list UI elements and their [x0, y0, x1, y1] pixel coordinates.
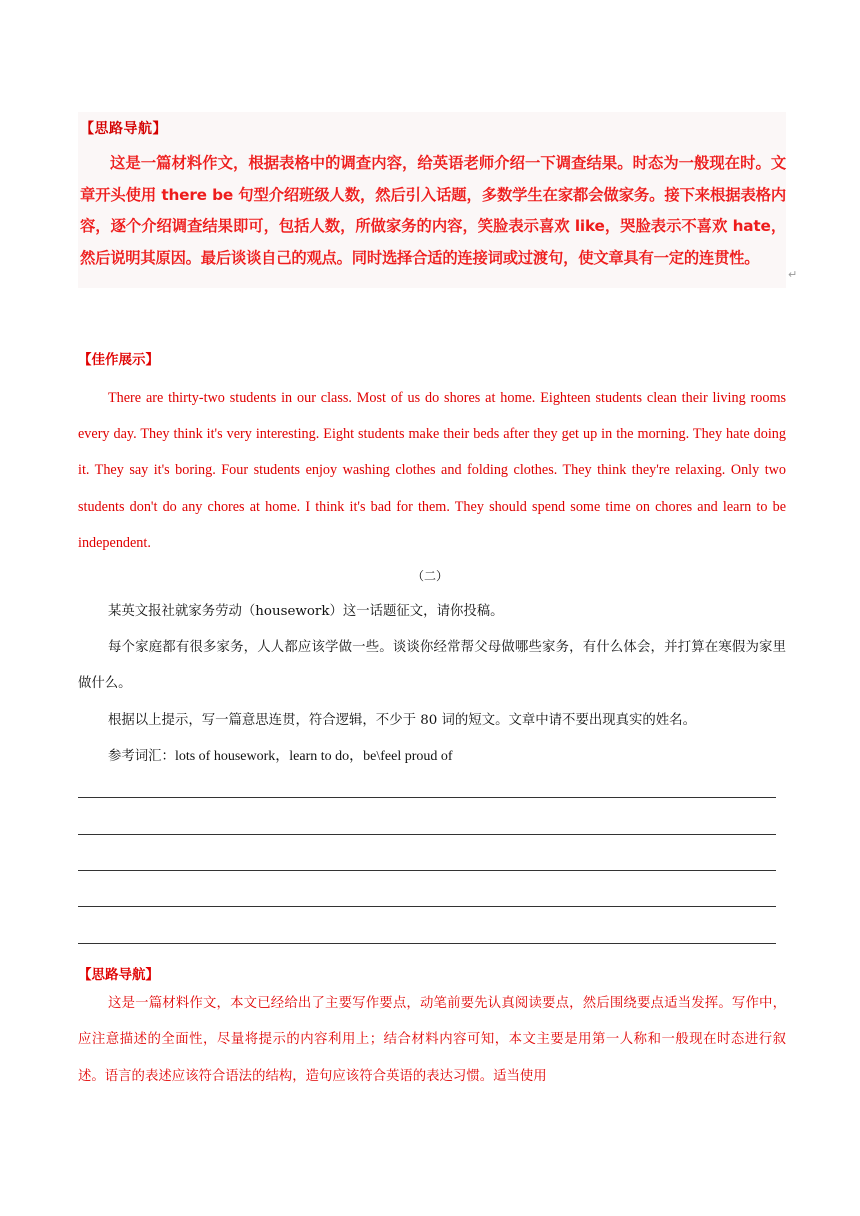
model-essay-text: There are thirty-two students in our class. Most of us do shores at home. Eighteen students clean their living rooms every day. They think it's very interesting. Eight students make their beds after they get up in the morning. They hate doing it. They say it's boring. Four students enjoy washing clothes and folding clothes. They think they're relaxing. Only two students don't do any chores at home. I think it's bad for them. They should spend some time on chores and learn to be independent. — [78, 390, 786, 551]
writing-line[interactable] — [78, 797, 776, 798]
section1-paragraph: 这是一篇材料作文，根据表格中的调查内容，给英语老师介绍一下调查结果。时态为一般现在时。文章开头使用 there be 句型介绍班级人数，然后引入话题，多数学生在家都会做家务。接下来根据表格内容，逐个介绍调查结果即可，包括人数，所做家务的内容，笑脸表示喜欢 like，哭脸表示不喜欢 hate，然后说明其原因。最后谈谈自己的观点。同时选择合适的连接词或过渡句，使文章具有一定的连贯性。 — [80, 154, 786, 267]
vocab-label: 参考词汇： — [108, 749, 175, 764]
part2-label: （二） — [411, 569, 448, 583]
section1-image-block — [78, 112, 786, 288]
model-essay-heading: 【佳作展示】 — [78, 352, 159, 368]
writing-line[interactable] — [78, 906, 776, 907]
vocab-words: lots of housework，learn to do，be\feel proud of — [174, 749, 453, 764]
writing-line[interactable] — [78, 870, 776, 871]
vocab-line — [78, 739, 786, 775]
guide2-paragraph: 这是一篇材料作文，本文已经给出了主要写作要点，动笔前要先认真阅读要点，然后围绕要点适当发挥。写作中，应注意描述的全面性，尽量将提示的内容利用上；结合材料内容可知，本文主要是用第一人称和一般现在时态进行叙述。语言的表述应该符合语法的结构，造句应该符合英语的表达习惯。适当使用 — [78, 996, 786, 1084]
task-line-3: 根据以上提示，写一篇意思连贯，符合逻辑，不少于 80 词的短文。文章中请不要出现真实的姓名。 — [108, 713, 696, 728]
writing-line[interactable] — [78, 834, 776, 835]
paragraph-return-icon: ↵ — [788, 268, 798, 281]
task-line-2: 每个家庭都有很多家务，人人都应该学做一些。谈谈你经常帮父母做哪些家务，有什么体会，并打算在寒假为家里做什么。 — [78, 640, 786, 691]
section1-heading: 【思路导航】 — [80, 121, 167, 137]
guide2-heading: 【思路导航】 — [78, 967, 159, 983]
writing-line[interactable] — [78, 943, 776, 944]
task-line-1: 某英文报社就家务劳动（housework）这一话题征文，请你投稿。 — [108, 604, 504, 619]
